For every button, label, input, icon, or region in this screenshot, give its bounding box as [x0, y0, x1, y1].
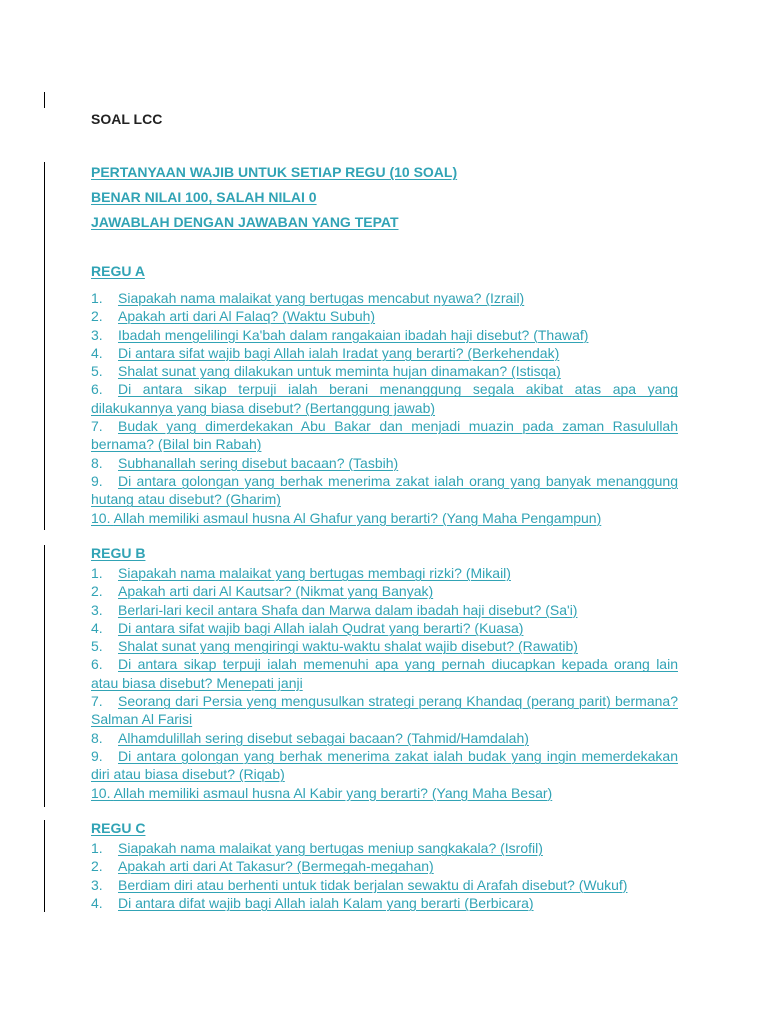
question-item: 1. Siapakah nama malaikat yang bertugas membagi rizki? (Mikail) — [91, 565, 511, 581]
question-item: 5. Shalat sunat yang dilakukan untuk meminta hujan dinamakan? (Istisqa) — [91, 363, 561, 380]
header-line: PERTANYAAN WAJIB UNTUK SETIAP REGU (10 SOAL) — [91, 164, 458, 180]
header-line: JAWABLAH DENGAN JAWABAN YANG TEPAT — [91, 214, 399, 230]
question-item: 1. Siapakah nama malaikat yang bertugas mencabut nyawa? (Izrail) — [91, 290, 525, 306]
question-item: 10. Allah memiliki asmaul husna Al Ghafur yang berarti? (Yang Maha Pengampun) — [91, 509, 602, 526]
question-item: 8. Subhanallah sering disebut bacaan? (Tasbih) — [91, 454, 399, 471]
question-item: 7. Budak yang dimerdekakan Abu Bakar dan menjadi muazin pada zaman Rasulullah bernama? (Bilal bin Rabah) — [91, 418, 678, 453]
group-heading-a: REGU A — [91, 263, 145, 279]
question-list-a — [91, 289, 678, 527]
question-item: 4. Di antara sifat wajib bagi Allah ialah Qudrat yang berarti? (Kuasa) — [91, 619, 524, 636]
question-item: 8. Alhamdulillah sering disebut sebagai bacaan? (Tahmid/Hamdalah) — [91, 729, 529, 746]
question-item: 6. Di antara sikap terpuji ialah memenuhi apa yang pernah diucapkan kepada orang lain atau biasa disebut? Menepati janji — [91, 656, 678, 691]
question-item: 9. Di antara golongan yang berhak menerima zakat ialah budak yang ingin memerdekakan diri atau biasa disebut? (Riqab) — [91, 747, 678, 783]
document-title: SOAL LCC — [91, 111, 163, 127]
question-item: 3. Berdiam diri atau berhenti untuk tidak berjalan sewaktu di Arafah disebut? (Wukuf) — [91, 876, 628, 893]
question-item: 10. Allah memiliki asmaul husna Al Kabir yang berarti? (Yang Maha Besar) — [91, 784, 553, 801]
question-item: 5. Shalat sunat yang mengiringi waktu-waktu shalat wajib disebut? (Rawatib) — [91, 638, 578, 655]
group-heading-c: REGU C — [91, 820, 146, 836]
header-line: BENAR NILAI 100, SALAH NILAI 0 — [91, 189, 317, 205]
question-list-c — [91, 839, 678, 912]
question-item: 2. Apakah arti dari At Takasur? (Bermegah-megahan) — [91, 858, 434, 875]
question-item: 3. Berlari-lari kecil antara Shafa dan Marwa dalam ibadah haji disebut? (Sa'i) — [91, 601, 578, 618]
question-item: 3. Ibadah mengelilingi Ka'bah dalam rangakaian ibadah haji disebut? (Thawaf) — [91, 326, 589, 343]
question-item: 7. Seorang dari Persia yeng mengusulkan strategi perang Khandaq (perang parit) bermana? Salman Al Farisi — [91, 693, 678, 728]
question-item: 4. Di antara difat wajib bagi Allah ialah Kalam yang berarti (Berbicara) — [91, 894, 534, 911]
question-list-b — [91, 564, 678, 802]
question-item: 2. Apakah arti dari Al Falaq? (Waktu Subuh) — [91, 308, 376, 325]
question-item: 6. Di antara sikap terpuji ialah berani menanggung segala akibat atas apa yang dilakukannya yang biasa disebut? (Bertanggung jawab) — [91, 381, 678, 416]
margin-bar — [44, 820, 45, 912]
question-item: 4. Di antara sifat wajib bagi Allah ialah Iradat yang berarti? (Berkehendak) — [91, 344, 560, 361]
margin-bar — [44, 92, 45, 108]
question-item: 2. Apakah arti dari Al Kautsar? (Nikmat yang Banyak) — [91, 583, 434, 600]
margin-bar — [44, 545, 45, 807]
question-item: 1. Siapakah nama malaikat yang bertugas meniup sangkakala? (Isrofil) — [91, 840, 543, 856]
margin-bar — [44, 162, 45, 530]
question-item: 9. Di antara golongan yang berhak menerima zakat ialah orang yang banyak menanggung hutang atau disebut? (Gharim) — [91, 472, 678, 508]
group-heading-b: REGU B — [91, 545, 146, 561]
